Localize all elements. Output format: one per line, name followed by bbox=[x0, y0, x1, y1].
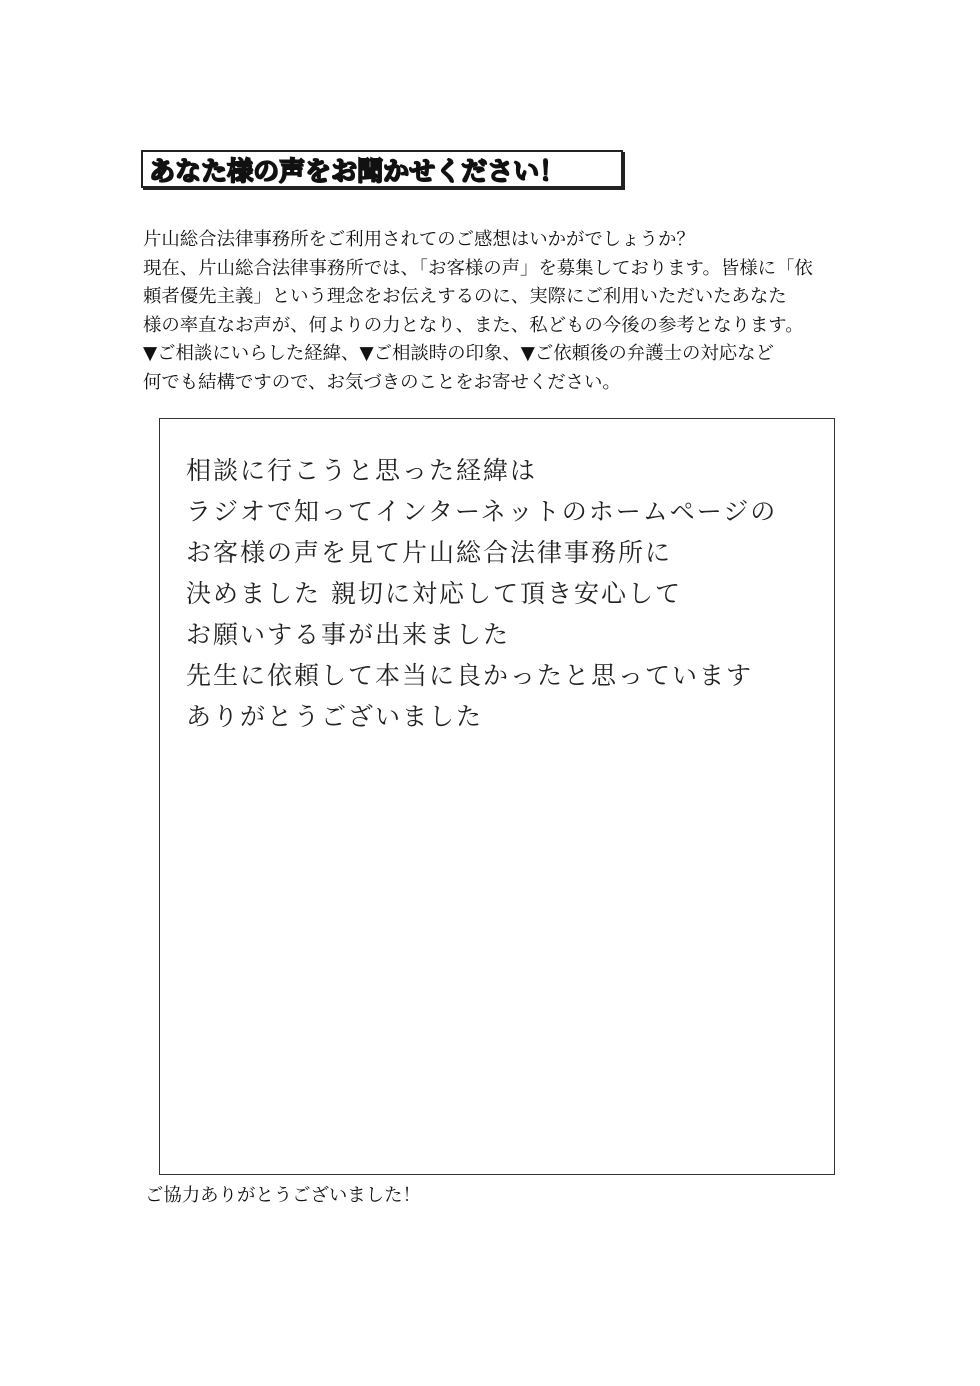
answer-line: ラジオで知ってインターネットのホームページの bbox=[186, 497, 778, 526]
intro-line: 現在、片山総合法律事務所では、「お客様の声」を募集しております。皆様に「依 bbox=[143, 257, 813, 279]
answer-line: お客様の声を見て片山総合法律事務所に bbox=[186, 538, 673, 567]
intro-line: ▼ご相談にいらした経緯、▼ご相談時の印象、▼ご依頼後の弁護士の対応など bbox=[143, 343, 774, 365]
answer-line: お願いする事が出来ました bbox=[186, 620, 511, 649]
intro-line: 何でも結構ですので、お気づきのことをお寄せください。 bbox=[143, 371, 621, 393]
answer-line: 決めました 親切に対応して頂き安心して bbox=[186, 579, 682, 608]
answer-line: ありがとうございました bbox=[186, 702, 484, 731]
answer-line: 先生に依頼して本当に良かったと思っています bbox=[186, 661, 754, 690]
handwritten-answer bbox=[186, 450, 777, 737]
intro-line: 様の率直なお声が、何よりの力となり、また、私どもの今後の参考となります。 bbox=[143, 314, 804, 336]
answer-line: 相談に行こうと思った経緯は bbox=[186, 456, 538, 485]
page-title-box bbox=[141, 150, 623, 188]
intro-text bbox=[143, 226, 849, 398]
intro-line: 片山総合法律事務所をご利用されてのご感想はいかがでしょうか？ bbox=[143, 229, 695, 250]
intro-line: 頼者優先主義」という理念をお伝えするのに、実際にご利用いただいたあなた bbox=[143, 286, 787, 308]
closing-thanks: ご協力ありがとうございました！ bbox=[145, 1185, 421, 1206]
page-title: あなた様の声をお聞かせください！ bbox=[149, 156, 566, 187]
